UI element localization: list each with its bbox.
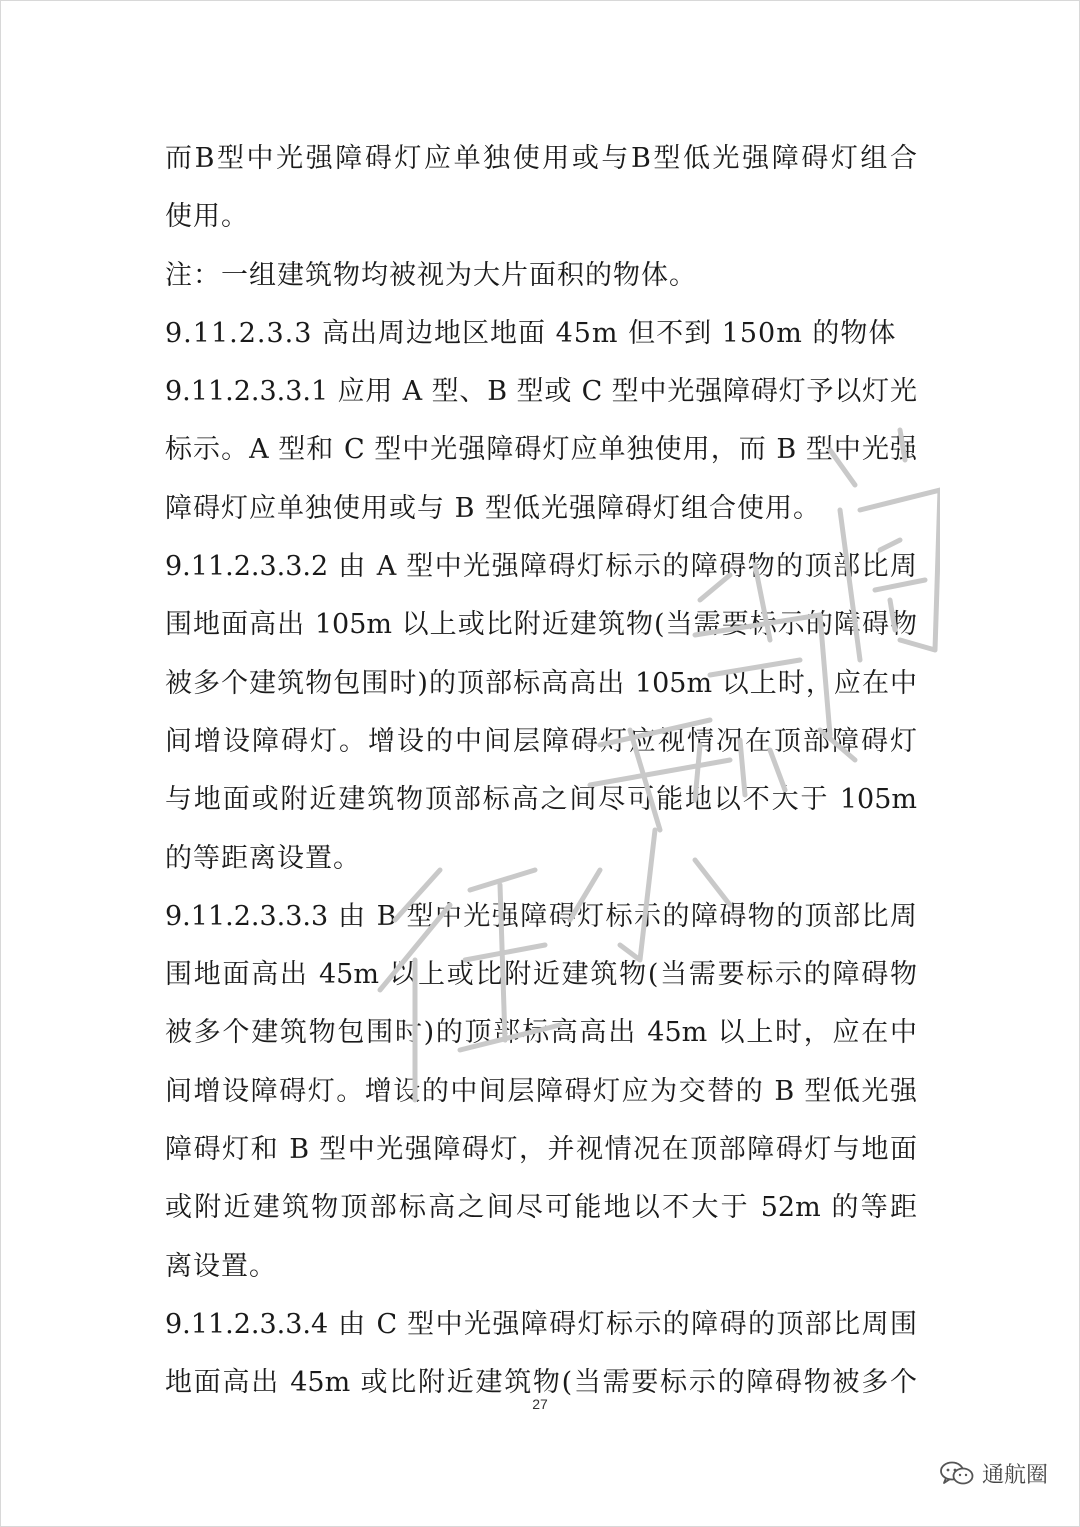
text-line: 围地面高出 45m 以上或比附近建筑物(当需要标示的障碍物 bbox=[165, 959, 917, 991]
text-line: 而B型中光强障碍灯应单独使用或与B型低光强障碍灯组合 bbox=[165, 143, 917, 174]
text-line: 被多个建筑物包围时)的顶部标高高出 45m 以上时，应在中 bbox=[165, 1017, 917, 1049]
page-number: 27 bbox=[532, 1396, 548, 1412]
text-line: 使用。 bbox=[165, 201, 249, 233]
text-line: 间增设障碍灯。增设的中间层障碍灯应为交替的 B 型低光强 bbox=[165, 1075, 917, 1107]
text-line: 或附近建筑物顶部标高之间尽可能地以不大于 52m 的等距 bbox=[165, 1192, 917, 1224]
text-line: 的等距离设置。 bbox=[165, 842, 361, 874]
text-line: 9.11.2.3.3.2 由 A 型中光强障碍灯标示的障碍物的顶部比周 bbox=[165, 551, 917, 583]
text-line: 围地面高出 105m 以上或比附近建筑物(当需要标示的障碍物 bbox=[165, 609, 917, 641]
text-line: 与地面或附近建筑物顶部标高之间尽可能地以不大于 105m bbox=[165, 784, 917, 816]
footer-brand bbox=[940, 1458, 1048, 1489]
brand-name: 通航圈 bbox=[981, 1463, 1048, 1488]
text-line: 障碍灯和 B 型中光强障碍灯，并视情况在顶部障碍灯与地面 bbox=[165, 1134, 917, 1166]
document-body bbox=[165, 130, 917, 1413]
text-line: 标示。A 型和 C 型中光强障碍灯应单独使用，而 B 型中光强 bbox=[165, 434, 917, 466]
text-line: 地面高出 45m 或比附近建筑物(当需要标示的障碍物被多个 bbox=[165, 1367, 917, 1399]
text-line: 9.11.2.3.3 高出周边地区地面 45m 但不到 150m 的物体 bbox=[165, 317, 897, 349]
text-line: 障碍灯应单独使用或与 B 型低光强障碍灯组合使用。 bbox=[165, 492, 822, 524]
text-line: 9.11.2.3.3.1 应用 A 型、B 型或 C 型中光强障碍灯予以灯光 bbox=[165, 376, 917, 408]
text-line: 被多个建筑物包围时)的顶部标高高出 105m 以上时，应在中 bbox=[165, 667, 917, 699]
text-line: 9.11.2.3.3.4 由 C 型中光强障碍灯标示的障碍的顶部比周围 bbox=[165, 1308, 917, 1340]
text-line: 9.11.2.3.3.3 由 B 型中光强障碍灯标示的障碍物的顶部比周 bbox=[165, 900, 917, 932]
wechat-chat-icon bbox=[940, 1461, 974, 1487]
text-line: 间增设障碍灯。增设的中间层障碍灯应视情况在顶部障碍灯 bbox=[165, 725, 917, 757]
text-line: 注：一组建筑物均被视为大片面积的物体。 bbox=[165, 259, 697, 291]
text-line: 离设置。 bbox=[165, 1250, 277, 1282]
